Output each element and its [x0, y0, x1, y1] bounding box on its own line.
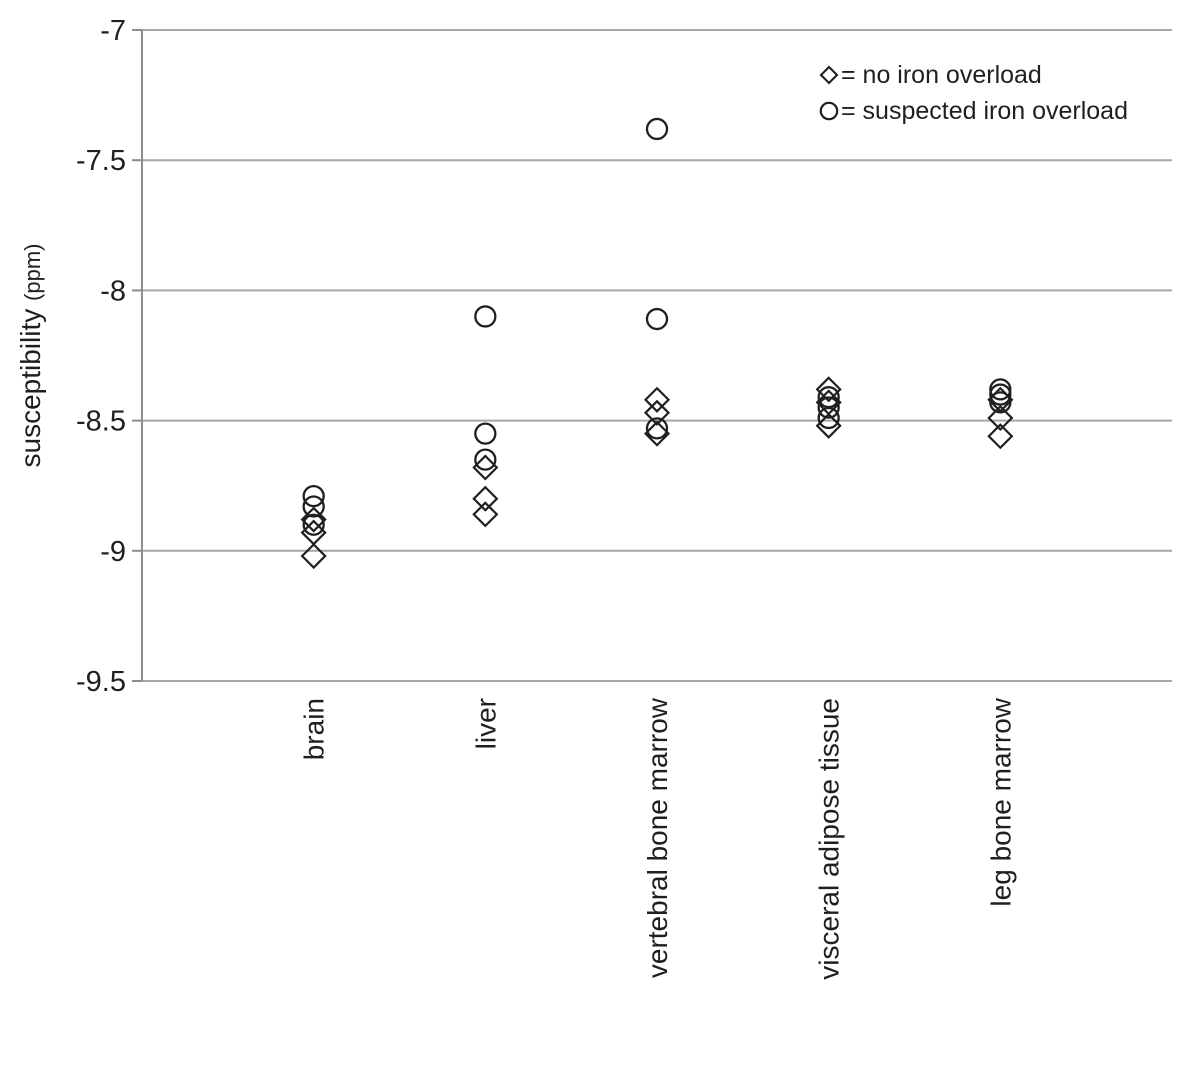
- x-category-label: liver: [470, 698, 502, 750]
- x-category-label: vertebral bone marrow: [642, 698, 673, 979]
- y-axis-title: susceptibility (ppm): [15, 243, 46, 468]
- data-point-circle: [475, 424, 495, 444]
- y-tick-label: -7: [100, 15, 126, 47]
- diamond-icon: [818, 64, 840, 86]
- legend-item-no-iron-overload: [818, 57, 1128, 93]
- y-tick-label: -9.5: [76, 666, 126, 698]
- legend-label-no-iron-overload: = no iron overload: [841, 60, 1042, 89]
- circle-icon: [818, 100, 840, 122]
- data-point-circle: [475, 306, 495, 326]
- y-tick-label: -8: [100, 275, 126, 308]
- legend-label-suspected-iron-overload: = suspected iron overload: [841, 96, 1128, 125]
- y-tick-label: -7.5: [76, 145, 126, 178]
- x-category-label: visceral adipose tissue: [813, 698, 845, 980]
- data-point-diamond: [474, 487, 497, 510]
- data-point-circle: [647, 309, 667, 329]
- x-category-label: leg bone marrow: [985, 698, 1017, 907]
- data-point-diamond: [474, 503, 497, 526]
- legend: [818, 57, 1128, 129]
- data-point-diamond: [474, 456, 497, 479]
- legend-item-suspected-iron-overload: [818, 93, 1128, 129]
- data-point-diamond: [302, 545, 325, 568]
- y-tick-label: -8.5: [76, 405, 126, 438]
- data-point-circle: [647, 119, 667, 139]
- y-tick-label: -9: [100, 535, 126, 568]
- data-point-circle: [475, 450, 495, 470]
- x-category-label: brain: [298, 698, 330, 761]
